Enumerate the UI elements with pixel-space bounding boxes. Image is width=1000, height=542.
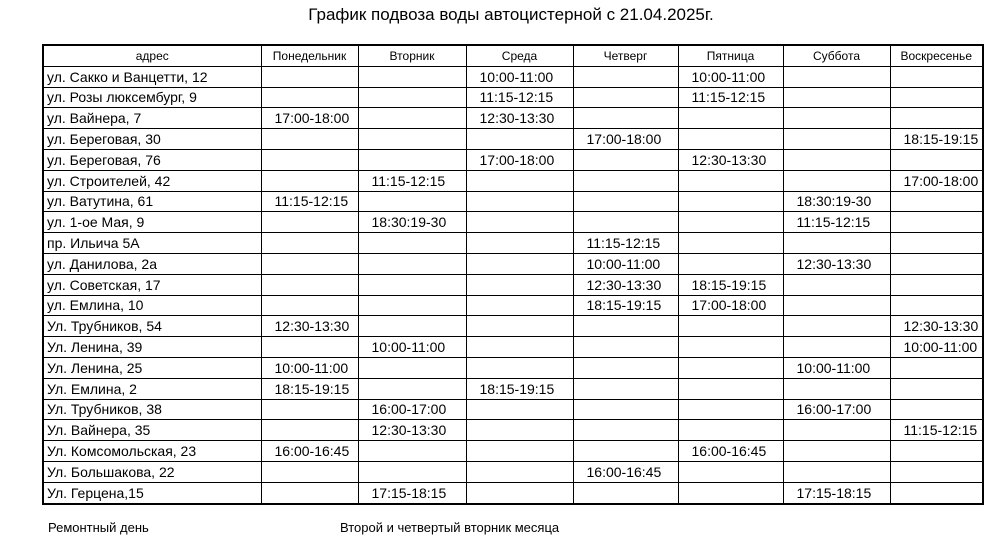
address-cell: Ул. Ленина, 39 bbox=[43, 337, 261, 358]
time-slot-cell: 12:30-13:30 bbox=[573, 274, 678, 295]
time-slot-cell bbox=[783, 129, 890, 150]
address-cell: Ул. Вайнера, 35 bbox=[43, 420, 261, 441]
table-row bbox=[43, 87, 983, 108]
time-slot-cell bbox=[466, 482, 573, 503]
time-slot-cell bbox=[261, 212, 358, 233]
time-slot-cell bbox=[678, 129, 783, 150]
time-slot-cell: 17:00-18:00 bbox=[890, 170, 983, 191]
time-slot-cell bbox=[573, 108, 678, 129]
time-slot-cell bbox=[358, 253, 466, 274]
address-cell: ул. 1-ое Мая, 9 bbox=[43, 212, 261, 233]
time-slot-cell bbox=[678, 191, 783, 212]
time-slot-cell bbox=[890, 399, 983, 420]
time-slot-cell bbox=[261, 274, 358, 295]
time-slot-cell bbox=[261, 66, 358, 87]
time-slot-cell: 12:30-13:30 bbox=[358, 420, 466, 441]
time-slot-cell bbox=[783, 337, 890, 358]
time-slot-cell bbox=[678, 461, 783, 482]
time-slot-cell bbox=[890, 295, 983, 316]
time-slot-cell: 11:15-12:15 bbox=[261, 191, 358, 212]
time-slot-cell bbox=[358, 274, 466, 295]
page-title: График подвоза воды автоцистерной с 21.04.2025г. bbox=[308, 5, 714, 24]
column-header-day: Среда bbox=[466, 45, 573, 66]
time-slot-cell bbox=[573, 441, 678, 462]
time-slot-cell: 18:15-19:15 bbox=[573, 295, 678, 316]
time-slot-cell bbox=[783, 378, 890, 399]
address-cell: Ул. Герцена,15 bbox=[43, 482, 261, 503]
time-slot-cell bbox=[783, 316, 890, 337]
time-slot-cell: 10:00-11:00 bbox=[573, 253, 678, 274]
time-slot-cell bbox=[783, 420, 890, 441]
time-slot-cell: 12:30-13:30 bbox=[678, 149, 783, 170]
table-row bbox=[43, 441, 983, 462]
time-slot-cell bbox=[358, 129, 466, 150]
time-slot-cell bbox=[261, 295, 358, 316]
time-slot-cell: 17:15-18:15 bbox=[358, 482, 466, 503]
time-slot-cell bbox=[678, 108, 783, 129]
time-slot-cell bbox=[783, 108, 890, 129]
time-slot-cell bbox=[678, 357, 783, 378]
table-row bbox=[43, 66, 983, 87]
time-slot-cell bbox=[573, 87, 678, 108]
time-slot-cell bbox=[466, 212, 573, 233]
time-slot-cell bbox=[678, 253, 783, 274]
time-slot-cell bbox=[573, 399, 678, 420]
time-slot-cell bbox=[890, 87, 983, 108]
table-row bbox=[43, 191, 983, 212]
time-slot-cell: 10:00-11:00 bbox=[890, 337, 983, 358]
time-slot-cell bbox=[573, 149, 678, 170]
time-slot-cell: 10:00-11:00 bbox=[261, 357, 358, 378]
time-slot-cell: 16:00-17:00 bbox=[783, 399, 890, 420]
address-cell: ул. Вайнера, 7 bbox=[43, 108, 261, 129]
table-row bbox=[43, 337, 983, 358]
time-slot-cell bbox=[466, 399, 573, 420]
time-slot-cell bbox=[890, 441, 983, 462]
table-row bbox=[43, 149, 983, 170]
address-cell: Ул. Емлина, 2 bbox=[43, 378, 261, 399]
time-slot-cell: 18:15-19:15 bbox=[261, 378, 358, 399]
column-header-day: Суббота bbox=[783, 45, 890, 66]
table-row bbox=[43, 316, 983, 337]
time-slot-cell bbox=[678, 378, 783, 399]
table-row bbox=[43, 295, 983, 316]
address-cell: ул. Розы люксембург, 9 bbox=[43, 87, 261, 108]
time-slot-cell bbox=[678, 170, 783, 191]
time-slot-cell bbox=[678, 482, 783, 503]
time-slot-cell bbox=[466, 129, 573, 150]
time-slot-cell bbox=[573, 482, 678, 503]
table-row bbox=[43, 482, 983, 503]
time-slot-cell bbox=[466, 274, 573, 295]
time-slot-cell bbox=[358, 357, 466, 378]
time-slot-cell bbox=[261, 399, 358, 420]
time-slot-cell bbox=[783, 87, 890, 108]
time-slot-cell bbox=[358, 233, 466, 254]
time-slot-cell bbox=[261, 482, 358, 503]
time-slot-cell: 17:00-18:00 bbox=[261, 108, 358, 129]
time-slot-cell: 16:00-16:45 bbox=[678, 441, 783, 462]
table-row bbox=[43, 108, 983, 129]
repair-day-value: Второй и четвертый вторник месяца bbox=[340, 520, 560, 535]
time-slot-cell: 16:00-17:00 bbox=[358, 399, 466, 420]
column-header-day: Понедельник bbox=[261, 45, 358, 66]
time-slot-cell: 18:30:19-30 bbox=[783, 191, 890, 212]
time-slot-cell bbox=[890, 149, 983, 170]
time-slot-cell: 12:30-13:30 bbox=[890, 316, 983, 337]
schedule-table bbox=[42, 44, 984, 505]
time-slot-cell bbox=[783, 66, 890, 87]
address-cell: ул. Данилова, 2а bbox=[43, 253, 261, 274]
time-slot-cell: 12:30-13:30 bbox=[261, 316, 358, 337]
time-slot-cell bbox=[261, 461, 358, 482]
time-slot-cell: 18:15-19:15 bbox=[678, 274, 783, 295]
address-cell: ул. Ватутина, 61 bbox=[43, 191, 261, 212]
time-slot-cell bbox=[890, 357, 983, 378]
time-slot-cell bbox=[573, 170, 678, 191]
time-slot-cell: 18:15-19:15 bbox=[890, 129, 983, 150]
time-slot-cell bbox=[466, 461, 573, 482]
time-slot-cell: 17:00-18:00 bbox=[573, 129, 678, 150]
time-slot-cell bbox=[573, 212, 678, 233]
time-slot-cell bbox=[466, 357, 573, 378]
time-slot-cell bbox=[678, 233, 783, 254]
time-slot-cell bbox=[466, 191, 573, 212]
table-row bbox=[43, 461, 983, 482]
column-header-day: Вторник bbox=[358, 45, 466, 66]
time-slot-cell bbox=[466, 295, 573, 316]
time-slot-cell bbox=[890, 482, 983, 503]
time-slot-cell bbox=[678, 212, 783, 233]
time-slot-cell bbox=[358, 149, 466, 170]
time-slot-cell bbox=[358, 66, 466, 87]
address-cell: ул. Советская, 17 bbox=[43, 274, 261, 295]
time-slot-cell bbox=[783, 461, 890, 482]
time-slot-cell bbox=[466, 420, 573, 441]
time-slot-cell bbox=[678, 337, 783, 358]
time-slot-cell bbox=[783, 274, 890, 295]
time-slot-cell: 10:00-11:00 bbox=[678, 66, 783, 87]
time-slot-cell: 12:30-13:30 bbox=[783, 253, 890, 274]
time-slot-cell bbox=[573, 420, 678, 441]
time-slot-cell bbox=[261, 337, 358, 358]
address-cell: ул. Емлина, 10 bbox=[43, 295, 261, 316]
time-slot-cell bbox=[358, 441, 466, 462]
table-body bbox=[43, 66, 983, 503]
time-slot-cell bbox=[890, 191, 983, 212]
time-slot-cell bbox=[890, 108, 983, 129]
column-header-day: Пятница bbox=[678, 45, 783, 66]
time-slot-cell bbox=[466, 233, 573, 254]
time-slot-cell bbox=[358, 378, 466, 399]
column-header-address: адрес bbox=[43, 45, 261, 66]
time-slot-cell: 10:00-11:00 bbox=[466, 66, 573, 87]
time-slot-cell bbox=[466, 441, 573, 462]
time-slot-cell bbox=[573, 357, 678, 378]
address-cell: ул. Береговая, 30 bbox=[43, 129, 261, 150]
column-header-day: Четверг bbox=[573, 45, 678, 66]
time-slot-cell bbox=[261, 253, 358, 274]
table-row bbox=[43, 420, 983, 441]
time-slot-cell: 11:15-12:15 bbox=[358, 170, 466, 191]
time-slot-cell bbox=[358, 461, 466, 482]
time-slot-cell bbox=[890, 461, 983, 482]
time-slot-cell: 11:15-12:15 bbox=[783, 212, 890, 233]
table-row bbox=[43, 233, 983, 254]
time-slot-cell bbox=[261, 149, 358, 170]
time-slot-cell bbox=[358, 87, 466, 108]
time-slot-cell bbox=[678, 420, 783, 441]
time-slot-cell bbox=[358, 295, 466, 316]
table-row bbox=[43, 170, 983, 191]
address-cell: ул. Сакко и Ванцетти, 12 bbox=[43, 66, 261, 87]
table-row bbox=[43, 253, 983, 274]
time-slot-cell: 16:00-16:45 bbox=[573, 461, 678, 482]
time-slot-cell: 16:00-16:45 bbox=[261, 441, 358, 462]
column-header-day: Воскресенье bbox=[890, 45, 983, 66]
time-slot-cell bbox=[261, 87, 358, 108]
time-slot-cell bbox=[678, 399, 783, 420]
time-slot-cell bbox=[890, 66, 983, 87]
time-slot-cell bbox=[890, 212, 983, 233]
time-slot-cell bbox=[573, 191, 678, 212]
time-slot-cell bbox=[783, 441, 890, 462]
table-row bbox=[43, 399, 983, 420]
time-slot-cell bbox=[783, 170, 890, 191]
time-slot-cell bbox=[783, 233, 890, 254]
address-cell: пр. Ильича 5А bbox=[43, 233, 261, 254]
time-slot-cell bbox=[466, 337, 573, 358]
time-slot-cell: 17:00-18:00 bbox=[466, 149, 573, 170]
time-slot-cell bbox=[358, 316, 466, 337]
table-row bbox=[43, 274, 983, 295]
address-cell: ул. Береговая, 76 bbox=[43, 149, 261, 170]
time-slot-cell: 12:30-13:30 bbox=[466, 108, 573, 129]
time-slot-cell bbox=[466, 316, 573, 337]
time-slot-cell: 11:15-12:15 bbox=[678, 87, 783, 108]
repair-day-label: Ремонтный день bbox=[48, 520, 149, 535]
address-cell: Ул. Трубников, 54 bbox=[43, 316, 261, 337]
time-slot-cell bbox=[358, 191, 466, 212]
header-row bbox=[43, 45, 983, 66]
time-slot-cell: 10:00-11:00 bbox=[783, 357, 890, 378]
time-slot-cell bbox=[783, 149, 890, 170]
table-row bbox=[43, 212, 983, 233]
address-cell: Ул. Ленина, 25 bbox=[43, 357, 261, 378]
time-slot-cell: 10:00-11:00 bbox=[358, 337, 466, 358]
time-slot-cell bbox=[261, 420, 358, 441]
time-slot-cell bbox=[890, 233, 983, 254]
time-slot-cell: 17:15-18:15 bbox=[783, 482, 890, 503]
time-slot-cell bbox=[573, 316, 678, 337]
address-cell: Ул. Комсомольская, 23 bbox=[43, 441, 261, 462]
table-row bbox=[43, 378, 983, 399]
time-slot-cell bbox=[890, 253, 983, 274]
table-header bbox=[43, 45, 983, 66]
time-slot-cell bbox=[783, 295, 890, 316]
address-cell: ул. Строителей, 42 bbox=[43, 170, 261, 191]
time-slot-cell bbox=[261, 233, 358, 254]
time-slot-cell: 17:00-18:00 bbox=[678, 295, 783, 316]
time-slot-cell bbox=[466, 170, 573, 191]
time-slot-cell bbox=[678, 316, 783, 337]
time-slot-cell bbox=[890, 378, 983, 399]
time-slot-cell: 11:15-12:15 bbox=[890, 420, 983, 441]
time-slot-cell bbox=[261, 170, 358, 191]
time-slot-cell: 18:15-19:15 bbox=[466, 378, 573, 399]
time-slot-cell bbox=[890, 274, 983, 295]
address-cell: Ул. Большакова, 22 bbox=[43, 461, 261, 482]
table-row bbox=[43, 357, 983, 378]
time-slot-cell bbox=[573, 66, 678, 87]
time-slot-cell bbox=[261, 129, 358, 150]
time-slot-cell: 11:15-12:15 bbox=[466, 87, 573, 108]
time-slot-cell: 18:30:19-30 bbox=[358, 212, 466, 233]
time-slot-cell bbox=[573, 378, 678, 399]
time-slot-cell bbox=[466, 253, 573, 274]
time-slot-cell: 11:15-12:15 bbox=[573, 233, 678, 254]
time-slot-cell bbox=[358, 108, 466, 129]
table-row bbox=[43, 129, 983, 150]
address-cell: Ул. Трубников, 38 bbox=[43, 399, 261, 420]
time-slot-cell bbox=[573, 337, 678, 358]
